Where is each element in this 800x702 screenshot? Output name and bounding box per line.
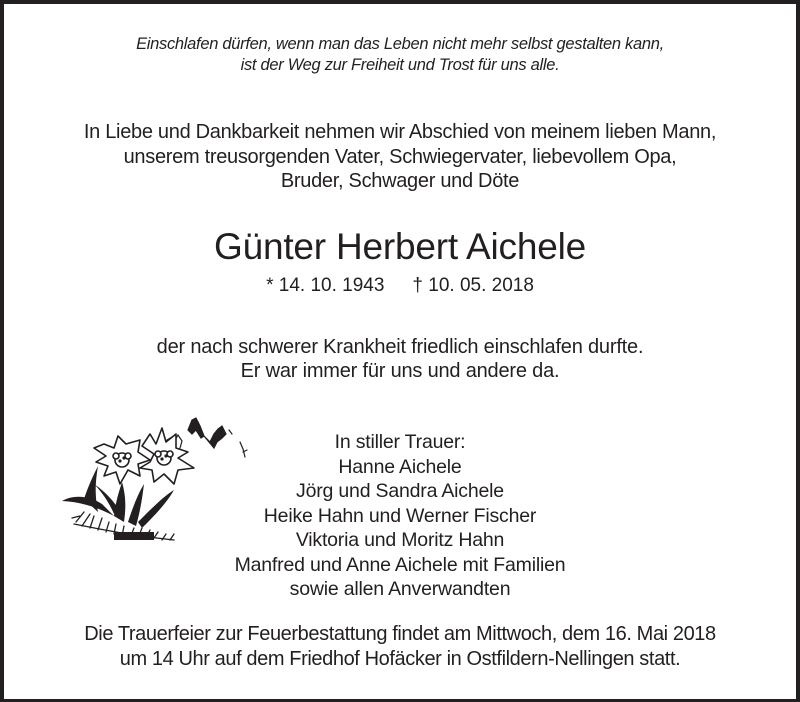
intro-line: In Liebe und Dankbarkeit nehmen wir Abschied von meinem lieben Mann, <box>83 121 717 143</box>
obituary-page <box>4 4 796 699</box>
quote-line: ist der Weg zur Freiheit und Trost für uns alle. <box>240 56 560 74</box>
birth-date: * 14. 10. 1943 <box>266 275 385 296</box>
funeral-info-line: um 14 Uhr auf dem Friedhof Hofäcker in Ostfildern-Nellingen statt. <box>119 647 681 670</box>
quote <box>4 34 796 76</box>
mourner-name: Heike Hahn und Werner Fischer <box>263 504 537 527</box>
description-line: der nach schwerer Krankheit friedlich einschlafen durfte. <box>156 336 644 358</box>
intro-text <box>4 120 796 194</box>
mourners-list <box>4 430 796 602</box>
mourner-name: Viktoria und Moritz Hahn <box>295 529 505 551</box>
description <box>4 335 796 383</box>
mourner-name: sowie allen Anverwandten <box>289 578 511 600</box>
mourner-name: Manfred und Anne Aichele mit Familien <box>234 553 566 576</box>
life-dates <box>4 275 796 297</box>
description-line: Er war immer für uns und andere da. <box>240 360 560 382</box>
mourner-name: Jörg und Sandra Aichele <box>296 480 504 502</box>
intro-line: Bruder, Schwager und Döte <box>280 170 520 192</box>
mourners-heading: In stiller Trauer: <box>334 431 466 453</box>
mourner-name: Hanne Aichele <box>338 455 462 478</box>
funeral-info <box>4 622 796 671</box>
deceased-name: Günter Herbert Aichele <box>214 226 586 267</box>
intro-line: unserem treusorgenden Vater, Schwiegervater, liebevollem Opa, <box>123 145 677 168</box>
funeral-info-line: Die Trauerfeier zur Feuerbestattung findet am Mittwoch, dem 16. Mai 2018 <box>84 623 716 645</box>
quote-line: Einschlafen dürfen, wenn man das Leben nicht mehr selbst gestalten kann, <box>136 35 664 53</box>
death-date: † 10. 05. 2018 <box>412 275 534 296</box>
